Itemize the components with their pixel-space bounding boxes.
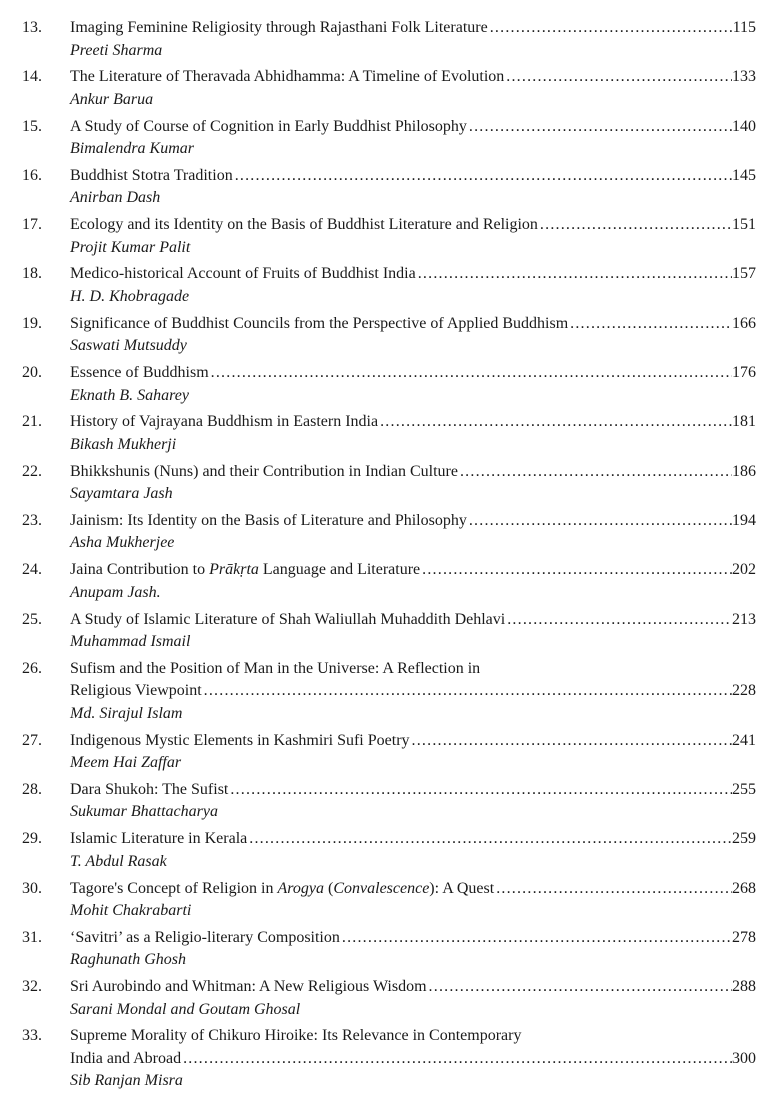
entry-title: [70, 927, 340, 950]
title-line: [70, 362, 756, 385]
page-number: 241: [732, 731, 756, 749]
dot-leader: [378, 411, 732, 434]
entry-number: 23.: [22, 511, 42, 529]
table-of-contents: [22, 17, 756, 1097]
title-segment: Jaina Contribution to: [70, 561, 210, 579]
dot-leader: [494, 878, 732, 901]
page-number: 278: [732, 928, 756, 946]
entry-author: Sukumar Bhattacharya: [70, 803, 218, 821]
entry-number: 32.: [22, 978, 42, 996]
title-segment: (: [324, 879, 334, 897]
entry-title: [70, 1025, 521, 1048]
entry-body: [70, 17, 756, 62]
entry-title: [70, 362, 209, 385]
page-number: 115: [732, 19, 756, 36]
entry-number: 15.: [22, 117, 42, 135]
dot-leader: [505, 609, 732, 632]
entry-author: T. Abdul Rasak: [70, 852, 167, 870]
entry-author: Raghunath Ghosh: [70, 951, 186, 969]
title-segment: A Study of Islamic Literature of Shah Waliullah Muhaddith Dehlavi: [70, 610, 506, 628]
toc-entry[interactable]: [22, 927, 756, 972]
entry-author: Meem Hai Zaffar: [70, 754, 182, 772]
entry-author: Sarani Mondal and Goutam Ghosal: [70, 1000, 301, 1018]
entry-number: 27.: [22, 731, 42, 749]
entry-title: [70, 165, 233, 188]
dot-leader: [209, 362, 732, 385]
page-number: 181: [732, 413, 756, 431]
title-line: [70, 878, 756, 901]
title-segment: Ecology and its Identity on the Basis of Buddhist Literature and Religion: [70, 216, 538, 234]
page-number: 166: [732, 314, 756, 332]
title-segment: Bhikkshunis (Nuns) and their Contribution in Indian Culture: [70, 462, 458, 480]
entry-number: 26.: [22, 659, 42, 677]
toc-entry[interactable]: [22, 362, 756, 407]
toc-entry[interactable]: [22, 878, 756, 923]
entry-title: [70, 878, 494, 901]
title-segment: ‘Savitri’ as a Religio-literary Composition: [70, 928, 340, 946]
entry-author: Sayamtara Jash: [70, 485, 173, 503]
dot-leader: [181, 1048, 732, 1071]
title-line: [70, 730, 756, 753]
entry-title: [70, 1048, 181, 1071]
entry-author: Projit Kumar Palit: [70, 238, 191, 256]
entry-number: 25.: [22, 610, 42, 628]
page-number: 133: [732, 68, 756, 86]
dot-leader: [420, 559, 732, 582]
title-line: [70, 1025, 756, 1048]
entry-body: [70, 165, 756, 210]
title-italic-segment: Convalescence: [333, 879, 430, 897]
title-segment: Essence of Buddhism: [70, 364, 209, 382]
toc-entry[interactable]: [22, 17, 756, 62]
entry-body: [70, 263, 756, 308]
entry-title: [70, 66, 504, 89]
toc-entry[interactable]: [22, 559, 756, 604]
toc-entry[interactable]: [22, 66, 756, 111]
title-line: [70, 214, 756, 237]
title-line: [70, 609, 756, 632]
entry-title: [70, 730, 410, 753]
entry-title: [70, 976, 427, 999]
entry-title: [70, 828, 247, 851]
dot-leader: [467, 510, 732, 533]
title-segment: Medico-historical Account of Fruits of Buddhist India: [70, 265, 416, 283]
page-number: 202: [732, 561, 756, 579]
title-segment: Tagore's Concept of Religion in: [70, 879, 278, 897]
title-segment: Language and Literature: [258, 561, 421, 579]
entry-body: [70, 214, 756, 259]
page-number: 145: [732, 166, 756, 184]
page-number: 228: [732, 682, 756, 700]
title-line: [70, 828, 756, 851]
entry-number: 16.: [22, 166, 42, 184]
entry-body: [70, 1025, 756, 1093]
entry-body: [70, 730, 756, 775]
title-segment: Jainism: Its Identity on the Basis of Literature and Philosophy: [70, 511, 467, 529]
entry-title: [70, 116, 467, 139]
dot-leader: [427, 976, 732, 999]
entry-author: Muhammad Ismail: [70, 633, 191, 651]
page-number: 300: [732, 1049, 756, 1067]
title-line: [70, 66, 756, 89]
title-segment: Significance of Buddhist Councils from the Perspective of Applied Buddhism: [70, 314, 569, 332]
title-segment: Dara Shukoh: The Sufist: [70, 780, 229, 798]
dot-leader: [410, 730, 732, 753]
title-segment: Religious Viewpoint: [70, 682, 202, 700]
title-segment: India and Abroad: [70, 1049, 182, 1067]
toc-entry[interactable]: [22, 214, 756, 259]
entry-body: [70, 116, 756, 161]
entry-title: [70, 313, 568, 336]
entry-body: [70, 411, 756, 456]
entry-title: [70, 411, 378, 434]
entry-title: [70, 680, 202, 703]
dot-leader: [467, 116, 732, 139]
title-segment: ): A Quest: [429, 879, 495, 897]
title-segment: Buddhist Stotra Tradition: [70, 166, 233, 184]
entry-author: Bimalendra Kumar: [70, 140, 194, 158]
entry-number: 18.: [22, 265, 42, 283]
dot-leader: [340, 927, 732, 950]
entry-body: [70, 976, 756, 1021]
entry-author: Eknath B. Saharey: [70, 386, 189, 404]
dot-leader: [488, 17, 733, 40]
entry-number: 13.: [22, 19, 42, 36]
title-segment: Sufism and the Position of Man in the Universe: A Reflection in: [70, 659, 481, 677]
entry-body: [70, 66, 756, 111]
page-number: 288: [732, 978, 756, 996]
entry-number: 22.: [22, 462, 42, 480]
title-italic-segment: Prākṛta: [209, 561, 259, 579]
title-line: [70, 976, 756, 999]
entry-body: [70, 878, 756, 923]
entry-author: Anupam Jash.: [70, 583, 161, 601]
toc-entry[interactable]: [22, 1025, 756, 1093]
toc-entry[interactable]: [22, 779, 756, 824]
entry-body: [70, 461, 756, 506]
entry-author: Mohit Chakrabarti: [70, 902, 192, 920]
entry-number: 33.: [22, 1027, 42, 1045]
page-number: 194: [732, 511, 756, 529]
entry-title: [70, 461, 458, 484]
entry-body: [70, 362, 756, 407]
title-line: [70, 658, 756, 681]
title-line: [70, 1048, 756, 1071]
entry-body: [70, 779, 756, 824]
entry-body: [70, 510, 756, 555]
toc-entry[interactable]: [22, 411, 756, 456]
page-number: 255: [732, 780, 756, 798]
page-number: 140: [732, 117, 756, 135]
title-segment: Supreme Morality of Chikuro Hiroike: Its Relevance in Contemporary: [70, 1027, 522, 1045]
page-number: 259: [732, 830, 756, 848]
entry-number: 29.: [22, 830, 42, 848]
entry-title: [70, 779, 228, 802]
entry-number: 21.: [22, 413, 42, 431]
entry-author: Asha Mukherjee: [70, 534, 175, 552]
dot-leader: [458, 461, 732, 484]
title-line: [70, 510, 756, 533]
page-number: 151: [732, 216, 756, 234]
entry-number: 14.: [22, 68, 42, 86]
dot-leader: [538, 214, 732, 237]
dot-leader: [228, 779, 732, 802]
entry-number: 28.: [22, 780, 42, 798]
page-number: 213: [732, 610, 756, 628]
title-segment: Imaging Feminine Religiosity through Rajasthani Folk Literature: [70, 19, 488, 36]
entry-author: Preeti Sharma: [70, 41, 163, 59]
entry-title: [70, 17, 488, 40]
title-line: [70, 165, 756, 188]
dot-leader: [416, 263, 732, 286]
dot-leader: [233, 165, 732, 188]
toc-entry[interactable]: [22, 313, 756, 358]
dot-leader: [202, 680, 732, 703]
entry-title: [70, 609, 505, 632]
title-line: [70, 927, 756, 950]
title-segment: A Study of Course of Cognition in Early Buddhist Philosophy: [70, 117, 467, 135]
entry-number: 20.: [22, 364, 42, 382]
entry-title: [70, 263, 416, 286]
title-segment: The Literature of Theravada Abhidhamma: A Timeline of Evolution: [70, 68, 505, 86]
entry-number: 19.: [22, 314, 42, 332]
title-line: [70, 680, 756, 703]
entry-author: Anirban Dash: [70, 189, 161, 207]
toc-entry[interactable]: [22, 263, 756, 308]
dot-leader: [568, 313, 732, 336]
entry-author: Ankur Barua: [70, 90, 154, 108]
title-line: [70, 779, 756, 802]
toc-entry[interactable]: [22, 510, 756, 555]
entry-body: [70, 828, 756, 873]
toc-entry[interactable]: [22, 165, 756, 210]
entry-author: Bikash Mukherji: [70, 435, 177, 453]
page-number: 176: [732, 364, 756, 382]
dot-leader: [504, 66, 732, 89]
title-line: [70, 116, 756, 139]
entry-number: 30.: [22, 879, 42, 897]
page-number: 268: [732, 879, 756, 897]
entry-body: [70, 658, 756, 726]
entry-title: [70, 214, 538, 237]
title-segment: Islamic Literature in Kerala: [70, 830, 248, 848]
toc-entry[interactable]: [22, 976, 756, 1021]
entry-author: Sib Ranjan Misra: [70, 1072, 183, 1090]
entry-author: Md. Sirajul Islam: [70, 704, 183, 722]
title-segment: Indigenous Mystic Elements in Kashmiri Sufi Poetry: [70, 731, 410, 749]
page-number: 157: [732, 265, 756, 283]
toc-entry[interactable]: [22, 609, 756, 654]
title-line: [70, 559, 756, 582]
toc-entry[interactable]: [22, 658, 756, 726]
title-line: [70, 263, 756, 286]
title-line: [70, 313, 756, 336]
entry-body: [70, 559, 756, 604]
entry-body: [70, 609, 756, 654]
title-line: [70, 411, 756, 434]
title-italic-segment: Arogya: [277, 879, 325, 897]
page-number: 186: [732, 462, 756, 480]
title-segment: Sri Aurobindo and Whitman: A New Religious Wisdom: [70, 978, 427, 996]
entry-number: 24.: [22, 561, 42, 579]
toc-entry[interactable]: [22, 828, 756, 873]
title-line: [70, 17, 756, 40]
entry-title: [70, 559, 420, 582]
entry-author: Saswati Mutsuddy: [70, 337, 187, 355]
toc-entry[interactable]: [22, 116, 756, 161]
dot-leader: [247, 828, 732, 851]
entry-author: H. D. Khobragade: [70, 287, 190, 305]
entry-title: [70, 510, 467, 533]
entry-number: 31.: [22, 928, 42, 946]
entry-number: 17.: [22, 216, 42, 234]
entry-body: [70, 313, 756, 358]
toc-entry[interactable]: [22, 730, 756, 775]
toc-entry[interactable]: [22, 461, 756, 506]
title-line: [70, 461, 756, 484]
title-segment: History of Vajrayana Buddhism in Eastern India: [70, 413, 379, 431]
entry-body: [70, 927, 756, 972]
entry-title: [70, 658, 480, 681]
